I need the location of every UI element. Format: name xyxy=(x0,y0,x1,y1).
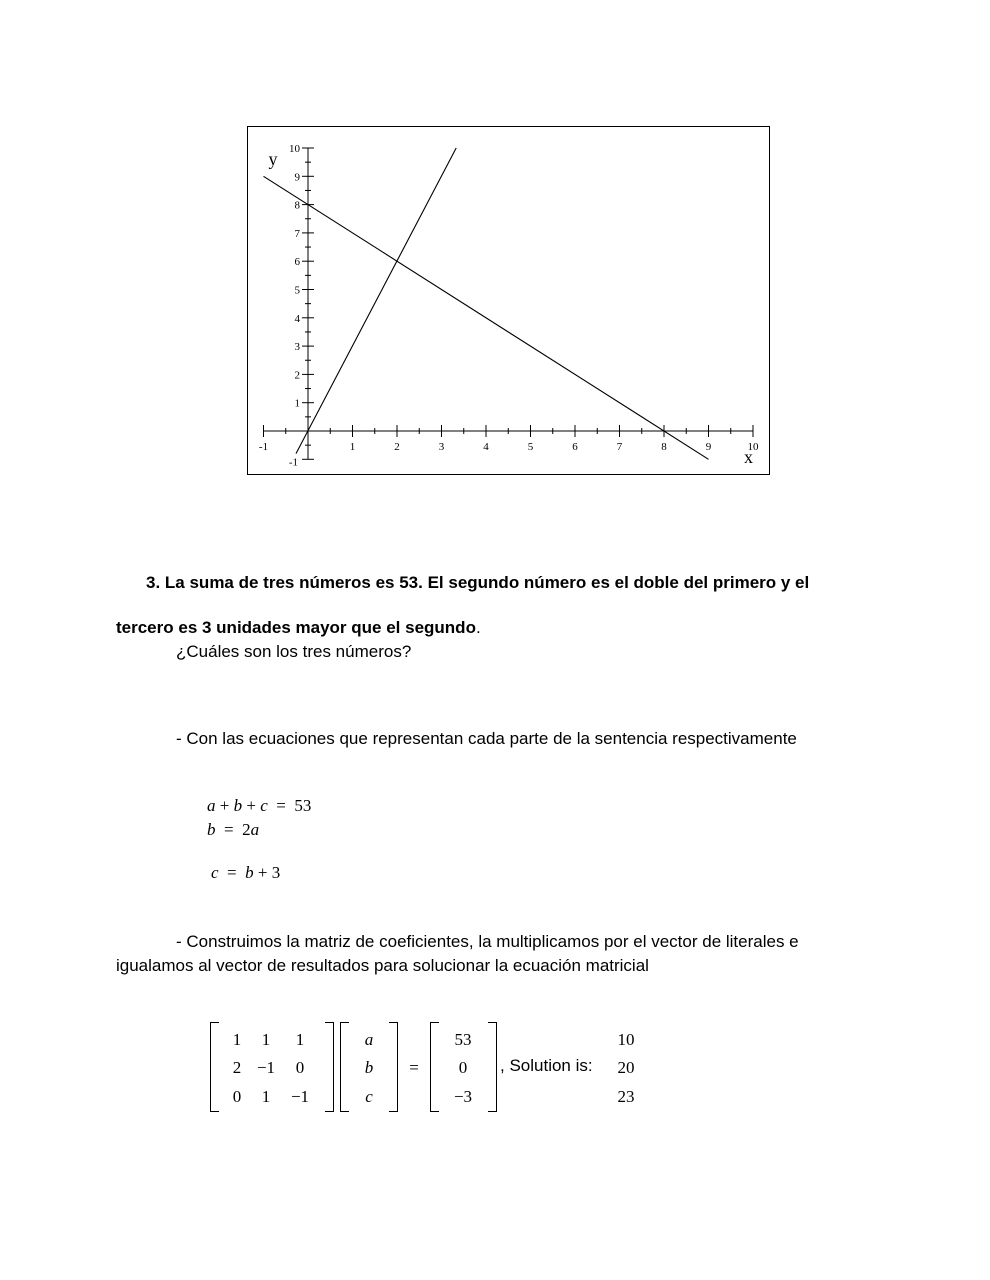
y-tick-label: 6 xyxy=(294,256,300,269)
coef-cell: −1 xyxy=(290,1087,310,1106)
problem-text-2: tercero es 3 unidades mayor que el segundo xyxy=(116,618,476,637)
coef-right-bracket xyxy=(325,1022,334,1112)
equation-3: c = b + 3 xyxy=(211,863,281,882)
var-right-bracket xyxy=(389,1022,398,1112)
y-tick-label: 9 xyxy=(294,171,300,184)
var-cell: a xyxy=(364,1030,374,1049)
y-tick-label: 8 xyxy=(294,199,300,212)
y-tick-label: 4 xyxy=(294,312,300,325)
y-tick-label: 2 xyxy=(294,369,300,382)
coef-cell: 1 xyxy=(295,1030,305,1049)
y-tick-label: -1 xyxy=(288,456,298,469)
coef-cell: 1 xyxy=(261,1030,271,1049)
x-tick-label: 9 xyxy=(705,441,712,453)
result-cell: 53 xyxy=(454,1030,472,1049)
series-line-1 xyxy=(264,176,709,459)
equation-1-rhs: 53 xyxy=(294,796,312,815)
coef-cell: −1 xyxy=(256,1058,276,1077)
x-axis-label: x xyxy=(744,447,754,467)
solution-value: 20 xyxy=(617,1058,635,1077)
x-tick-label: 2 xyxy=(394,441,400,453)
step2-line1: - Construimos la matriz de coeficientes, la multiplicamos por el vector de literales e xyxy=(176,932,799,951)
y-axis-label: y xyxy=(268,148,278,169)
coef-cell: 0 xyxy=(232,1087,242,1106)
var-left-bracket xyxy=(340,1022,349,1112)
coef-cell: 1 xyxy=(232,1030,242,1049)
equals-sign: = xyxy=(409,1058,419,1077)
solution-label: , Solution is: xyxy=(500,1056,593,1075)
problem-statement-line2 xyxy=(116,618,481,638)
y-tick-label: 3 xyxy=(294,341,300,354)
coef-cell: 0 xyxy=(295,1058,305,1077)
problem-number: 3 xyxy=(146,573,156,592)
solution-value: 10 xyxy=(617,1030,635,1049)
problem-statement-line1 xyxy=(146,573,809,593)
x-tick-label: 7 xyxy=(616,441,623,453)
coef-cell: 1 xyxy=(261,1087,271,1106)
x-tick-label: 8 xyxy=(661,441,667,453)
var-cell: b xyxy=(364,1058,374,1077)
line-chart xyxy=(247,126,770,475)
result-cell: 0 xyxy=(458,1058,468,1077)
step1-text: - Con las ecuaciones que representan cada parte de la sentencia respectivamente xyxy=(176,729,797,748)
coef-left-bracket xyxy=(210,1022,219,1112)
x-tick-label: 5 xyxy=(527,441,534,453)
problem-text-1: . La suma de tres números es 53. El segundo número es el doble del primero y el xyxy=(155,573,810,592)
equation-1: a + b + c = 53 xyxy=(207,796,312,815)
x-tick-label: 6 xyxy=(572,441,578,453)
var-cell: c xyxy=(365,1087,373,1106)
step2-line2: igualamos al vector de resultados para solucionar la ecuación matricial xyxy=(116,956,649,975)
y-tick-label: 5 xyxy=(294,284,300,297)
result-right-bracket xyxy=(488,1022,497,1112)
y-tick-label: 1 xyxy=(294,397,300,410)
y-tick-label: 7 xyxy=(294,227,300,240)
result-left-bracket xyxy=(430,1022,439,1112)
y-tick-label: 10 xyxy=(289,143,300,155)
x-tick-label: -1 xyxy=(258,441,269,453)
solution-value: 23 xyxy=(617,1087,635,1106)
equation-2: b = 2a xyxy=(207,820,260,839)
problem-text-end: . xyxy=(475,618,481,637)
x-tick-label: 10 xyxy=(747,441,759,453)
chart-svg xyxy=(248,127,771,476)
series-line-2 xyxy=(296,148,456,454)
x-tick-label: 3 xyxy=(438,441,445,453)
x-tick-label: 4 xyxy=(483,441,489,453)
result-cell: −3 xyxy=(453,1087,473,1106)
x-tick-label: 1 xyxy=(349,441,356,453)
problem-question: ¿Cuáles son los tres números? xyxy=(176,642,412,661)
coef-cell: 2 xyxy=(232,1058,242,1077)
